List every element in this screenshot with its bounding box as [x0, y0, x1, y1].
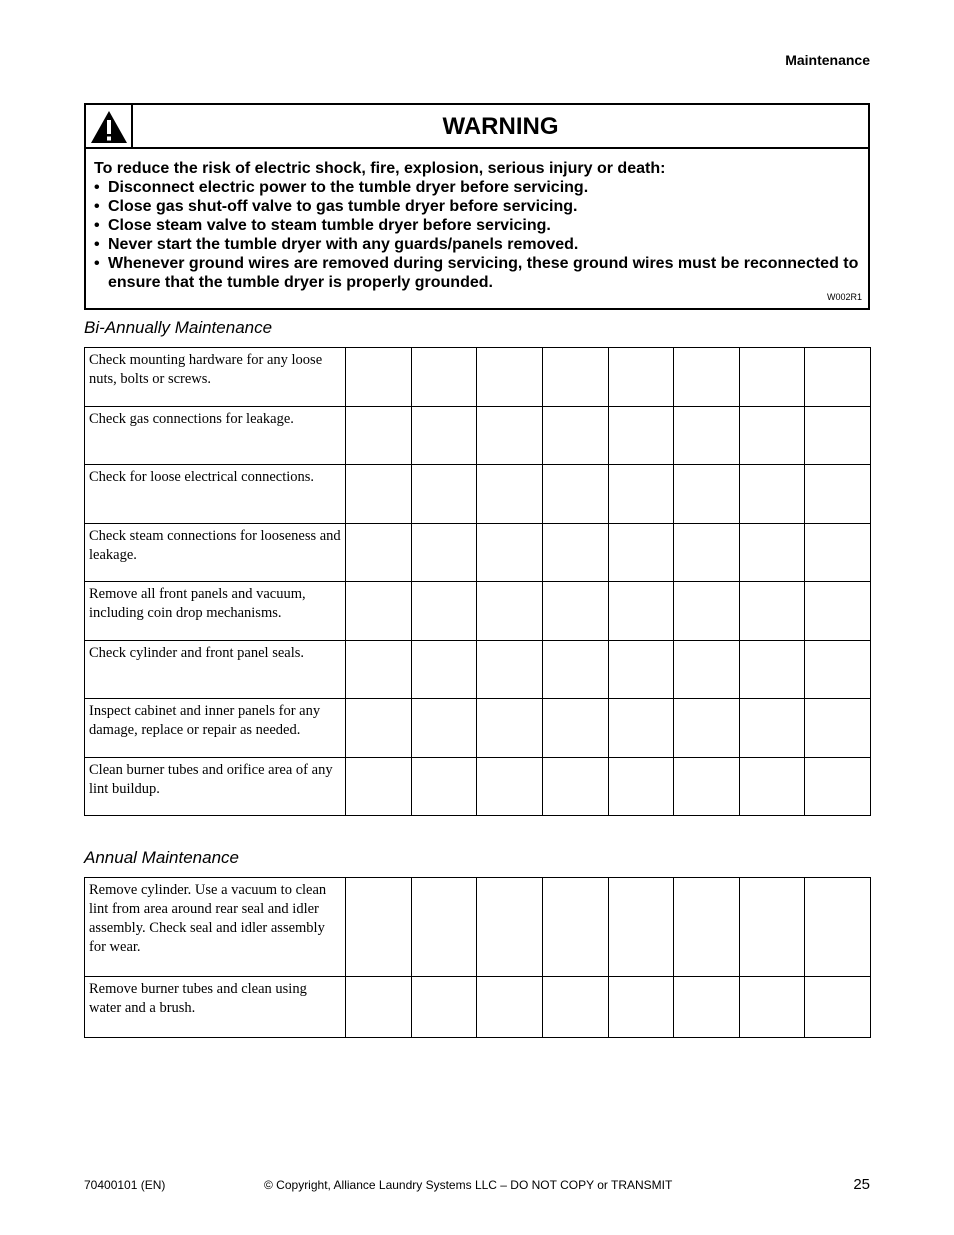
- check-cell[interactable]: [674, 465, 740, 524]
- task-cell: Inspect cabinet and inner panels for any damage, replace or repair as needed.: [85, 699, 346, 758]
- check-cell[interactable]: [477, 757, 543, 816]
- check-cell[interactable]: [739, 699, 805, 758]
- check-cell[interactable]: [674, 348, 740, 407]
- check-cell[interactable]: [542, 977, 608, 1038]
- check-cell[interactable]: [608, 977, 674, 1038]
- check-cell[interactable]: [674, 757, 740, 816]
- bi-annual-title: Bi-Annually Maintenance: [84, 318, 273, 337]
- check-cell[interactable]: [346, 348, 412, 407]
- table-row: [85, 523, 871, 582]
- check-cell[interactable]: [608, 406, 674, 465]
- check-cell[interactable]: [542, 878, 608, 977]
- check-cell[interactable]: [346, 757, 412, 816]
- check-cell[interactable]: [674, 640, 740, 699]
- check-cell[interactable]: [674, 878, 740, 977]
- check-cell[interactable]: [805, 699, 871, 758]
- check-cell[interactable]: [346, 523, 412, 582]
- check-cell[interactable]: [542, 582, 608, 641]
- check-cell[interactable]: [411, 465, 477, 524]
- table-row: [85, 977, 871, 1038]
- warning-code: W002R1: [826, 292, 862, 302]
- check-cell[interactable]: [674, 523, 740, 582]
- annual-table: [84, 877, 871, 1038]
- check-cell[interactable]: [739, 582, 805, 641]
- check-cell[interactable]: [477, 348, 543, 407]
- check-cell[interactable]: [477, 699, 543, 758]
- check-cell[interactable]: [346, 582, 412, 641]
- table-row: [85, 582, 871, 641]
- check-cell[interactable]: [674, 977, 740, 1038]
- warning-title: WARNING: [442, 113, 559, 140]
- task-cell: Remove cylinder. Use a vacuum to clean lint from area around rear seal and idler assembly. Check seal and idler assembly for wear.: [85, 878, 346, 977]
- warning-intro: To reduce the risk of electric shock, fire, explosion, serious injury or death:: [94, 160, 666, 177]
- task-cell: Check cylinder and front panel seals.: [85, 640, 346, 699]
- warning-item: • Close steam valve to steam tumble dryer before servicing.: [94, 217, 551, 234]
- bi-annual-table: [84, 347, 871, 816]
- warning-triangle-icon: [90, 110, 128, 144]
- check-cell[interactable]: [805, 348, 871, 407]
- table-row: [85, 699, 871, 758]
- check-cell[interactable]: [608, 757, 674, 816]
- check-cell[interactable]: [608, 523, 674, 582]
- check-cell[interactable]: [411, 640, 477, 699]
- check-cell[interactable]: [477, 878, 543, 977]
- check-cell[interactable]: [608, 878, 674, 977]
- header-section-title: Maintenance: [785, 52, 870, 68]
- check-cell[interactable]: [477, 406, 543, 465]
- check-cell[interactable]: [805, 977, 871, 1038]
- check-cell[interactable]: [805, 640, 871, 699]
- table-row: [85, 640, 871, 699]
- check-cell[interactable]: [542, 640, 608, 699]
- check-cell[interactable]: [477, 640, 543, 699]
- check-cell[interactable]: [739, 977, 805, 1038]
- check-cell[interactable]: [739, 757, 805, 816]
- check-cell[interactable]: [477, 582, 543, 641]
- check-cell[interactable]: [411, 406, 477, 465]
- task-cell: Check steam connections for looseness and leakage.: [85, 523, 346, 582]
- warning-item: • Whenever ground wires are removed during servicing, these ground wires must be reconnected to ensure that the tumble dryer is properly grounded.: [94, 255, 859, 291]
- check-cell[interactable]: [411, 523, 477, 582]
- check-cell[interactable]: [542, 757, 608, 816]
- check-cell[interactable]: [805, 523, 871, 582]
- check-cell[interactable]: [739, 523, 805, 582]
- warning-box: [84, 103, 870, 310]
- table-row: [85, 465, 871, 524]
- check-cell[interactable]: [346, 878, 412, 977]
- check-cell[interactable]: [739, 878, 805, 977]
- task-cell: Remove all front panels and vacuum, including coin drop mechanisms.: [85, 582, 346, 641]
- warning-item: • Close gas shut-off valve to gas tumble dryer before servicing.: [94, 198, 578, 215]
- annual-title: Annual Maintenance: [84, 848, 240, 867]
- check-cell[interactable]: [411, 348, 477, 407]
- table-row: [85, 757, 871, 816]
- check-cell[interactable]: [608, 640, 674, 699]
- check-cell[interactable]: [674, 699, 740, 758]
- task-cell: Check for loose electrical connections.: [85, 465, 346, 524]
- warning-list: [94, 178, 860, 292]
- task-cell: Clean burner tubes and orifice area of any lint buildup.: [85, 757, 346, 816]
- check-cell[interactable]: [477, 523, 543, 582]
- check-cell[interactable]: [739, 640, 805, 699]
- check-cell[interactable]: [608, 582, 674, 641]
- warning-item: • Disconnect electric power to the tumble dryer before servicing.: [94, 179, 589, 196]
- check-cell[interactable]: [346, 699, 412, 758]
- check-cell[interactable]: [411, 757, 477, 816]
- table-row: [85, 406, 871, 465]
- check-cell[interactable]: [346, 465, 412, 524]
- table-row: [85, 348, 871, 407]
- check-cell[interactable]: [542, 699, 608, 758]
- check-cell[interactable]: [477, 465, 543, 524]
- check-cell[interactable]: [739, 465, 805, 524]
- warning-body: [86, 149, 868, 292]
- check-cell[interactable]: [805, 406, 871, 465]
- warning-item: • Never start the tumble dryer with any guards/panels removed.: [94, 236, 579, 253]
- check-cell[interactable]: [805, 582, 871, 641]
- check-cell[interactable]: [411, 977, 477, 1038]
- check-cell[interactable]: [477, 977, 543, 1038]
- check-cell[interactable]: [542, 523, 608, 582]
- check-cell[interactable]: [346, 406, 412, 465]
- check-cell[interactable]: [346, 977, 412, 1038]
- check-cell[interactable]: [674, 406, 740, 465]
- check-cell[interactable]: [805, 878, 871, 977]
- check-cell[interactable]: [542, 465, 608, 524]
- footer-page-number: 25: [853, 1176, 870, 1193]
- warning-header: [86, 105, 868, 149]
- check-cell[interactable]: [411, 878, 477, 977]
- check-cell[interactable]: [674, 582, 740, 641]
- task-cell: Check gas connections for leakage.: [85, 406, 346, 465]
- warning-icon-cell: [86, 105, 133, 147]
- table-row: [85, 878, 871, 977]
- check-cell[interactable]: [346, 640, 412, 699]
- footer-copyright: © Copyright, Alliance Laundry Systems LLC – DO NOT COPY or TRANSMIT: [264, 1178, 673, 1192]
- footer-doc-number: 70400101 (EN): [84, 1178, 166, 1192]
- check-cell[interactable]: [411, 699, 477, 758]
- check-cell[interactable]: [608, 348, 674, 407]
- check-cell[interactable]: [542, 348, 608, 407]
- check-cell[interactable]: [608, 465, 674, 524]
- task-cell: Remove burner tubes and clean using water and a brush.: [85, 977, 346, 1038]
- check-cell[interactable]: [411, 582, 477, 641]
- task-cell: Check mounting hardware for any loose nuts, bolts or screws.: [85, 348, 346, 407]
- check-cell[interactable]: [739, 406, 805, 465]
- check-cell[interactable]: [805, 465, 871, 524]
- check-cell[interactable]: [542, 406, 608, 465]
- check-cell[interactable]: [739, 348, 805, 407]
- check-cell[interactable]: [608, 699, 674, 758]
- check-cell[interactable]: [805, 757, 871, 816]
